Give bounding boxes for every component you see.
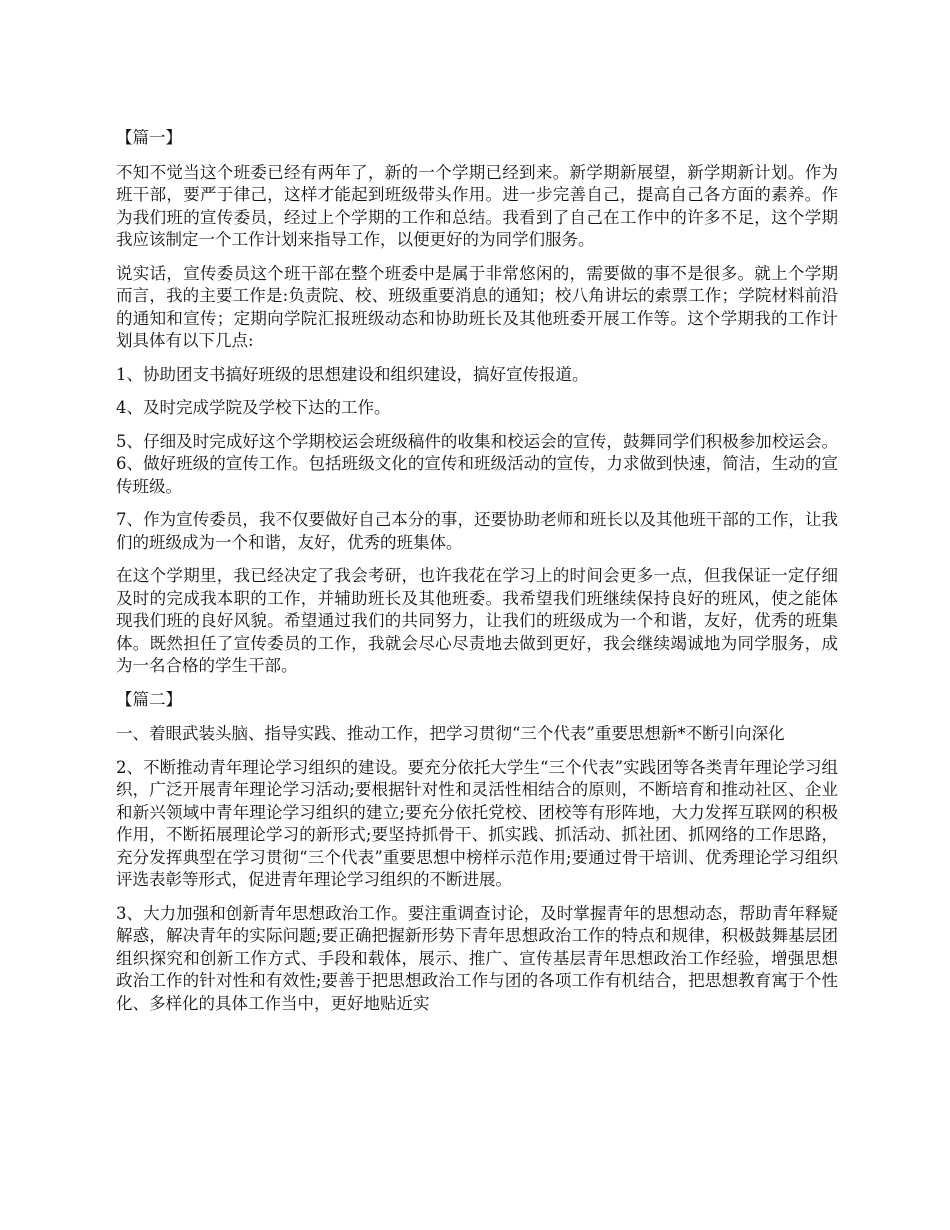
paragraph: 在这个学期里，我已经决定了我会考研，也许我花在学习上的时间会更多一点，但我保证一定仔细及时的完成我本职的工作，并辅助班长及其他班委。我希望我们班继续保持良好的班风，使之能体现我们班的良好风貌。希望通过我们的共同努力，让我们的班级成为一个和谐，友好，优秀的班集体。既然担任了宣传委员的工作，我就会尽心尽责地去做到更好，我会继续竭诚地为同学服务，成为一名合格的学生干部。 (116, 566, 838, 675)
paragraph: 不知不觉当这个班委已经有两年了，新的一个学期已经到来。新学期新展望，新学期新计划。作为班干部，要严于律己，这样才能起到班级带头作用。进一步完善自己，提高自己各方面的素养。作为我们班的宣传委员，经过上个学期的工作和总结。我看到了自己在工作中的许多不足，这个学期我应该制定一个工作计划来指导工作，以便更好的为同学们服务。 (116, 162, 838, 249)
section-heading-2: 【篇二】 (116, 689, 182, 709)
list-item: 3、大力加强和创新青年思想政治工作。要注重调查讨论，及时掌握青年的思想动态，帮助青年释疑解惑，解决青年的实际问题;要正确把握新形势下青年思想政治工作的特点和规律，积极鼓舞基层团组织探究和创新工作方式、手段和载体，展示、推广、宣传基层青年思想政治工作经验，增强思想政治工作的针对性和有效性;要善于把思想政治工作与团的各项工作有机结合，把思想教育寓于个性化、多样化的具体工作当中，更好地贴近实 (116, 903, 838, 1013)
list-item: 5、仔细及时完成好这个学期校运会班级稿件的收集和校运会的宣传，鼓舞同学们积极参加校运会。6、做好班级的宣传工作。包括班级文化的宣传和班级活动的宣传，力求做到快速，简洁，生动的宣传班级。 (116, 431, 838, 496)
list-item: 1、协助团支书搞好班级的思想建设和组织建设，搞好宣传报道。 (116, 364, 589, 384)
list-item: 4、及时完成学院及学校下达的工作。 (116, 398, 391, 417)
section-heading-1: 【篇一】 (116, 128, 182, 147)
list-item: 7、作为宣传委员，我不仅要做好自己本分的事，还要协助老师和班长以及其他班干部的工作，让我们的班级成为一个和谐，友好，优秀的班集体。 (116, 510, 838, 552)
paragraph: 说实话，宣传委员这个班干部在整个班委中是属于非常悠闲的，需要做的事不是很多。就上个学期而言，我的主要工作是:负责院、校、班级重要消息的通知；校八角讲坛的索票工作；学院材料前沿的通知和宣传；定期向学院汇报班级动态和协助班长及其他班委开展工作等。这个学期我的工作计划具体有以下几点: (116, 263, 838, 350)
document-body (116, 127, 838, 1026)
list-item: 2、不断推动青年理论学习组织的建设。要充分依托大学生“三个代表”实践团等各类青年理论学习组织，广泛开展青年理论学习活动;要根据针对性和灵活性相结合的原则，不断培育和推动社区、企业和新兴领域中青年理论学习组织的建立;要充分依托党校、团校等有形阵地，大力发挥互联网的积极作用，不断拓展理论学习的新形式;要坚持抓骨干、抓实践、抓活动、抓社团、抓网络的工作思路，充分发挥典型在学习贯彻“三个代表”重要思想中榜样示范作用;要通过骨干培训、优秀理论学习组织评选表彰等形式，促进青年理论学习组织的不断进展。 (116, 757, 838, 889)
paragraph: 一、着眼武装头脑、指导实践、推动工作，把学习贯彻“三个代表”重要思想新*不断引向深化 (116, 724, 785, 743)
